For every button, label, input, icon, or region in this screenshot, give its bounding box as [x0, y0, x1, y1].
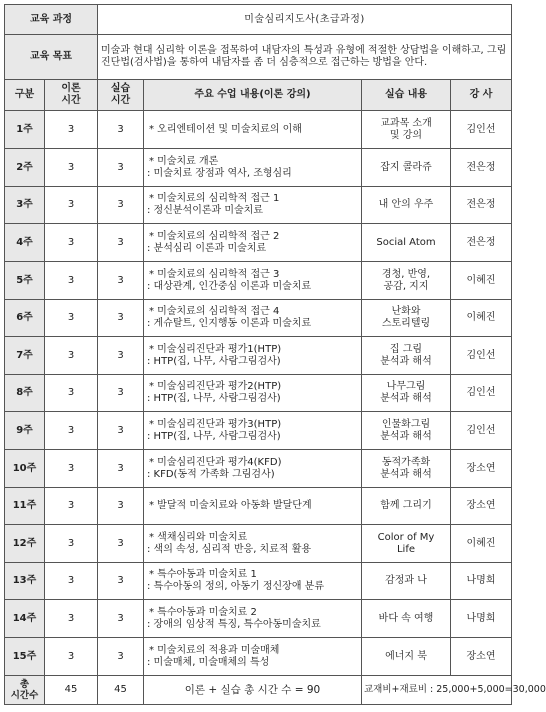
practice-hours-cell: 3 — [98, 450, 144, 488]
practice-cell: 동적가족화 분석과 해석 — [362, 450, 451, 488]
topic-line-2: : 미술치료 장점과 역사, 조형심리 — [147, 167, 292, 179]
practice-hours-cell: 3 — [98, 600, 144, 638]
theory-hours-cell: 3 — [45, 224, 98, 262]
practice-cell: 내 안의 우주 — [362, 187, 451, 224]
table-row — [5, 563, 512, 600]
table-row — [5, 488, 512, 525]
practice-cell: Color of My Life — [362, 525, 451, 563]
practice-cell: 나무그림 분석과 해석 — [362, 375, 451, 412]
topic-line-1: * 색채심리와 미술치료 — [149, 531, 248, 543]
header-practice: 실습 내용 — [362, 80, 451, 111]
curriculum-table — [4, 4, 546, 705]
goal-label: 교육 목표 — [5, 35, 98, 80]
teacher-cell: 이혜진 — [451, 262, 512, 300]
practice-cell: 난화와 스토리텔링 — [362, 300, 451, 337]
topic-line-1: * 미술치료의 심리학적 접근 3 — [149, 268, 280, 280]
total-theory: 45 — [45, 676, 98, 705]
table-row — [5, 600, 512, 638]
table-row — [5, 412, 512, 450]
teacher-cell: 장소연 — [451, 638, 512, 676]
practice-hours-cell: 3 — [98, 262, 144, 300]
topic-line-1: * 미술심리진단과 평가1(HTP) — [149, 343, 282, 355]
practice-hours-cell: 3 — [98, 375, 144, 412]
theory-hours-cell: 3 — [45, 262, 98, 300]
theory-hours-cell: 3 — [45, 525, 98, 563]
topic-line-2: : KFD(동적 가족화 그림검사) — [147, 468, 275, 480]
teacher-cell: 장소연 — [451, 450, 512, 488]
topic-cell — [144, 300, 362, 337]
practice-hours-cell: 3 — [98, 412, 144, 450]
topic-cell — [144, 638, 362, 676]
topic-line-2: : 미술매체, 미술매체의 특성 — [147, 656, 270, 668]
week-cell: 11주 — [5, 488, 45, 525]
practice-cell: 잡지 콜라쥬 — [362, 149, 451, 187]
practice-cell: 경청, 반영, 공감, 지지 — [362, 262, 451, 300]
teacher-cell: 김인선 — [451, 375, 512, 412]
header-row — [5, 80, 512, 111]
practice-cell: Social Atom — [362, 224, 451, 262]
topic-line-2: : 게슈탈트, 인지행동 이론과 미술치료 — [147, 318, 312, 329]
topic-line-1: * 발달적 미술치료와 아동화 발달단계 — [149, 500, 312, 511]
teacher-cell: 전은정 — [451, 187, 512, 224]
teacher-cell: 이혜진 — [451, 300, 512, 337]
week-cell: 4주 — [5, 224, 45, 262]
fee-text: 교재비+재료비 : 25,000+5,000=30,000 — [362, 676, 512, 705]
topic-line-2: : 분석심리 이론과 미술치료 — [147, 242, 267, 254]
theory-hours-cell: 3 — [45, 563, 98, 600]
practice-cell: 인물화그림 분석과 해석 — [362, 412, 451, 450]
week-cell: 13주 — [5, 563, 45, 600]
practice-cell: 함께 그리기 — [362, 488, 451, 525]
teacher-cell: 김인선 — [451, 412, 512, 450]
theory-hours-cell: 3 — [45, 488, 98, 525]
topic-cell — [144, 600, 362, 638]
table-row — [5, 224, 512, 262]
total-label: 총 시간수 — [5, 676, 45, 705]
topic-line-1: * 미술치료 개론 — [149, 155, 219, 167]
practice-hours-cell: 3 — [98, 337, 144, 375]
teacher-cell: 전은정 — [451, 224, 512, 262]
topic-line-2: : 특수아동의 정의, 아동기 정신장애 분류 — [147, 581, 325, 592]
header-division: 구분 — [5, 80, 45, 111]
topic-cell — [144, 412, 362, 450]
topic-cell — [144, 149, 362, 187]
week-cell: 14주 — [5, 600, 45, 638]
practice-cell: 에너지 북 — [362, 638, 451, 676]
week-cell: 9주 — [5, 412, 45, 450]
teacher-cell: 장소연 — [451, 488, 512, 525]
table-row — [5, 300, 512, 337]
topic-cell — [144, 262, 362, 300]
table-row — [5, 375, 512, 412]
practice-hours-cell: 3 — [98, 224, 144, 262]
practice-hours-cell: 3 — [98, 525, 144, 563]
table-row — [5, 450, 512, 488]
teacher-cell: 나명희 — [451, 563, 512, 600]
week-cell: 10주 — [5, 450, 45, 488]
header-teacher: 강 사 — [451, 80, 512, 111]
table-row — [5, 262, 512, 300]
teacher-cell: 나명희 — [451, 600, 512, 638]
practice-cell: 감정과 나 — [362, 563, 451, 600]
week-cell: 8주 — [5, 375, 45, 412]
teacher-cell: 김인선 — [451, 337, 512, 375]
course-row — [5, 5, 512, 35]
topic-cell — [144, 337, 362, 375]
goal-text: 미술과 현대 심리학 이론을 접목하여 내담자의 특성과 유형에 적절한 상담법을 이해하고, 그림 진단법(검사법)을 통하여 내담자를 좀 더 심층적으로 접근하는 방법을 안다. — [98, 35, 512, 80]
header-topic: 주요 수업 내용(이론 강의) — [144, 80, 362, 111]
practice-hours-cell: 3 — [98, 149, 144, 187]
practice-hours-cell: 3 — [98, 111, 144, 149]
course-label: 교육 과정 — [5, 5, 98, 35]
week-cell: 6주 — [5, 300, 45, 337]
topic-line-1: * 미술치료의 심리학적 접근 1 — [149, 193, 280, 204]
goal-row — [5, 35, 512, 80]
theory-hours-cell: 3 — [45, 187, 98, 224]
theory-hours-cell: 3 — [45, 300, 98, 337]
table-row — [5, 149, 512, 187]
theory-hours-cell: 3 — [45, 149, 98, 187]
topic-line-2: : 대상관계, 인간중심 이론과 미술치료 — [147, 280, 312, 292]
theory-hours-cell: 3 — [45, 450, 98, 488]
table-row — [5, 525, 512, 563]
topic-cell — [144, 375, 362, 412]
topic-line-1: * 미술심리진단과 평가2(HTP) — [149, 381, 282, 392]
total-practice: 45 — [98, 676, 144, 705]
theory-hours-cell: 3 — [45, 412, 98, 450]
theory-hours-cell: 3 — [45, 337, 98, 375]
week-cell: 7주 — [5, 337, 45, 375]
theory-hours-cell: 3 — [45, 111, 98, 149]
topic-line-1: * 미술치료의 심리학적 접근 4 — [149, 306, 280, 317]
topic-line-1: * 미술심리진단과 평가4(KFD) — [149, 456, 282, 468]
topic-line-2: : 장애의 임상적 특징, 특수아동미술치료 — [147, 618, 321, 630]
topic-line-2: : HTP(집, 나무, 사람그림검사) — [147, 430, 281, 442]
practice-hours-cell: 3 — [98, 638, 144, 676]
teacher-cell: 김인선 — [451, 111, 512, 149]
table-row — [5, 187, 512, 224]
week-cell: 3주 — [5, 187, 45, 224]
topic-cell — [144, 563, 362, 600]
practice-hours-cell: 3 — [98, 488, 144, 525]
week-cell: 12주 — [5, 525, 45, 563]
topic-line-1: * 미술치료의 적용과 미술매체 — [149, 644, 280, 656]
practice-hours-cell: 3 — [98, 300, 144, 337]
topic-cell — [144, 187, 362, 224]
course-title: 미술심리지도사(초급과정) — [98, 5, 512, 35]
week-cell: 15주 — [5, 638, 45, 676]
topic-line-2: : 정신분석이론과 미술치료 — [147, 205, 263, 216]
topic-line-1: * 오리엔테이션 및 미술치료의 이해 — [149, 123, 302, 135]
topic-line-1: * 특수아동과 미술치료 1 — [149, 569, 257, 580]
theory-hours-cell: 3 — [45, 600, 98, 638]
teacher-cell: 이혜진 — [451, 525, 512, 563]
topic-cell — [144, 450, 362, 488]
topic-cell — [144, 488, 362, 525]
topic-cell — [144, 224, 362, 262]
topic-line-1: * 미술심리진단과 평가3(HTP) — [149, 418, 282, 430]
topic-cell — [144, 525, 362, 563]
topic-line-1: * 미술치료의 심리학적 접근 2 — [149, 230, 280, 242]
week-cell: 1주 — [5, 111, 45, 149]
practice-hours-cell: 3 — [98, 563, 144, 600]
total-sum: 이론 + 실습 총 시간 수 = 90 — [144, 676, 362, 705]
table-row — [5, 111, 512, 149]
week-cell: 2주 — [5, 149, 45, 187]
theory-hours-cell: 3 — [45, 638, 98, 676]
practice-cell: 교과목 소개 및 강의 — [362, 111, 451, 149]
practice-cell: 바다 속 여행 — [362, 600, 451, 638]
topic-cell — [144, 111, 362, 149]
theory-hours-cell: 3 — [45, 375, 98, 412]
week-cell: 5주 — [5, 262, 45, 300]
total-row — [5, 676, 512, 705]
header-theory-hours: 이론 시간 — [45, 80, 98, 111]
practice-cell: 집 그림 분석과 해석 — [362, 337, 451, 375]
topic-line-2: : HTP(집, 나무, 사람그림검사) — [147, 393, 281, 404]
topic-line-2: : HTP(집, 나무, 사람그림검사) — [147, 355, 281, 367]
topic-line-2: : 색의 속성, 심리적 반응, 치료적 활용 — [147, 543, 312, 555]
practice-hours-cell: 3 — [98, 187, 144, 224]
teacher-cell: 전은정 — [451, 149, 512, 187]
topic-line-1: * 특수아동과 미술치료 2 — [149, 606, 257, 618]
header-practice-hours: 실습 시간 — [98, 80, 144, 111]
table-row — [5, 337, 512, 375]
table-row — [5, 638, 512, 676]
